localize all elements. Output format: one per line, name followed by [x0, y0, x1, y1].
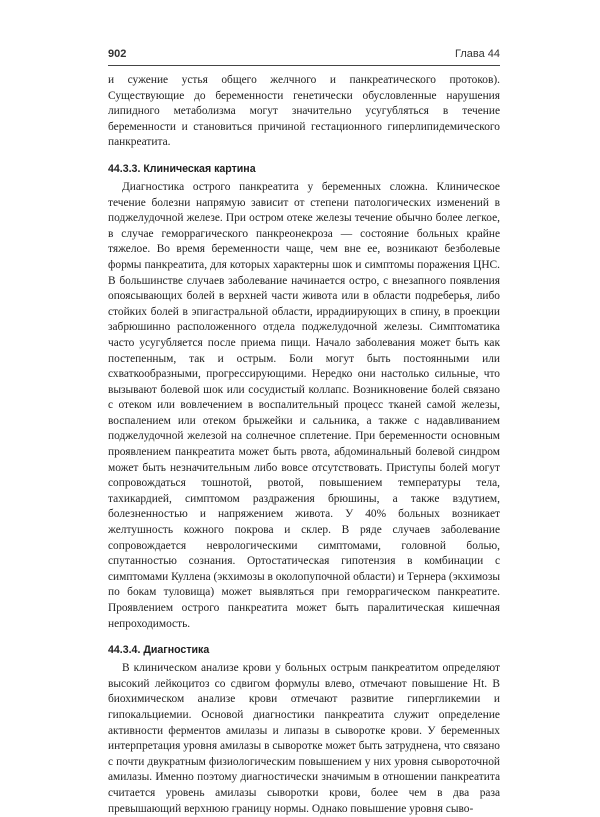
header-divider [108, 65, 500, 66]
clinical-paragraph: Диагностика острого панкреатита у беременных сложна. Клиническое течение болезни напрямую зависит от степени патологических изменений в поджелудочной железе. При остром отеке железы течение обычно более легкое, в случае геморрагического панкреонекроза — состояние больных крайне тяжелое. Во время беременности чаще, чем вне ее, возникают безболевые формы панкреатита, для которых характерны шок и симптомы поражения ЦНС. В большинстве случаев заболевание начинается остро, с внезапного появления опоясывающих болей в верхней части живота или в области подреберья, либо стойких болей в эпигастральной области, иррадиирующих в спину, в проекции забрюшинно расположенного отдела поджелудочной железы. Симптоматика часто усугубляется после приема пищи. Начало заболевания может быть как постепенным, так и острым. Боли могут быть постоянными или схваткообразными, прогрессирующими. Нередко они настолько сильные, что вызывают болевой шок или сосудистый коллапс. Возникновение болей связано с отеком или вовлечением в воспалительный процесс тканей самой железы, воспалением или отеком брыжейки и сальника, а также с надавливанием поджелудочной железой на солнечное сплетение. При беременности основным проявлением панкреатита может быть рвота, абдоминальный болевой синдром может быть незначительным либо вовсе отсутствовать. Приступы болей могут сопровождаться тошнотой, рвотой, повышением температуры тела, тахикардией, симптомом раздражения брюшины, а также вздутием, болезненностью и напряжением живота. У 40% больных возникает желтушность кожного покрова и склер. В ряде случаев заболевание сопровождается неврологическими симптомами, головной болью, спутанностью сознания. Ортостатическая гипотензия в комбинации с симптомами Куллена (экхимозы в околопупочной области) и Тернера (экхимозы по бокам туловища) может выявляться при геморрагическом панкреатите. Проявлением острого панкреатита может быть паралитическая кишечная непроходимость. [108, 180, 500, 630]
page-number: 902 [108, 48, 127, 60]
intro-paragraph: и сужение устья общего желчного и панкреатического протоков). Существующие до беременности генетически обусловленные нарушения липидного метаболизма могут значительно усугубляться в течение беременности и становиться причиной гестационного гиперлипидемического панкреатита. [108, 74, 500, 149]
chapter-title: Глава 44 [454, 48, 500, 60]
book-page [108, 48, 500, 815]
section-heading-diagnostics: 44.3.4. Диагностика [108, 644, 210, 657]
diagnostics-paragraph: В клиническом анализе крови у больных острым панкреатитом определяют высокий лейкоцитоз со сдвигом формулы влево, отмечают повышение Ht. В биохимическом анализе крови отмечают развитие гипергликемии и гипокальциемии. Основой диагностики панкреатита служит определение активности ферментов амилазы и липазы в сыворотке крови. У беременных интерпретация уровня амилазы в сыворотке может быть затруднена, что связано с почти двукратным физиологическим повышением у них уровня сывороточной амилазы. Именно поэтому диагностически значимым в отношении панкреатита считается уровень амилазы сыворотки крови, более чем в два раза превышающий верхнюю границу нормы. Однако повышение уровня сыво- [108, 662, 500, 815]
page-body [108, 73, 500, 817]
section-heading-clinical: 44.3.3. Клиническая картина [108, 162, 256, 175]
page-header [108, 48, 500, 64]
